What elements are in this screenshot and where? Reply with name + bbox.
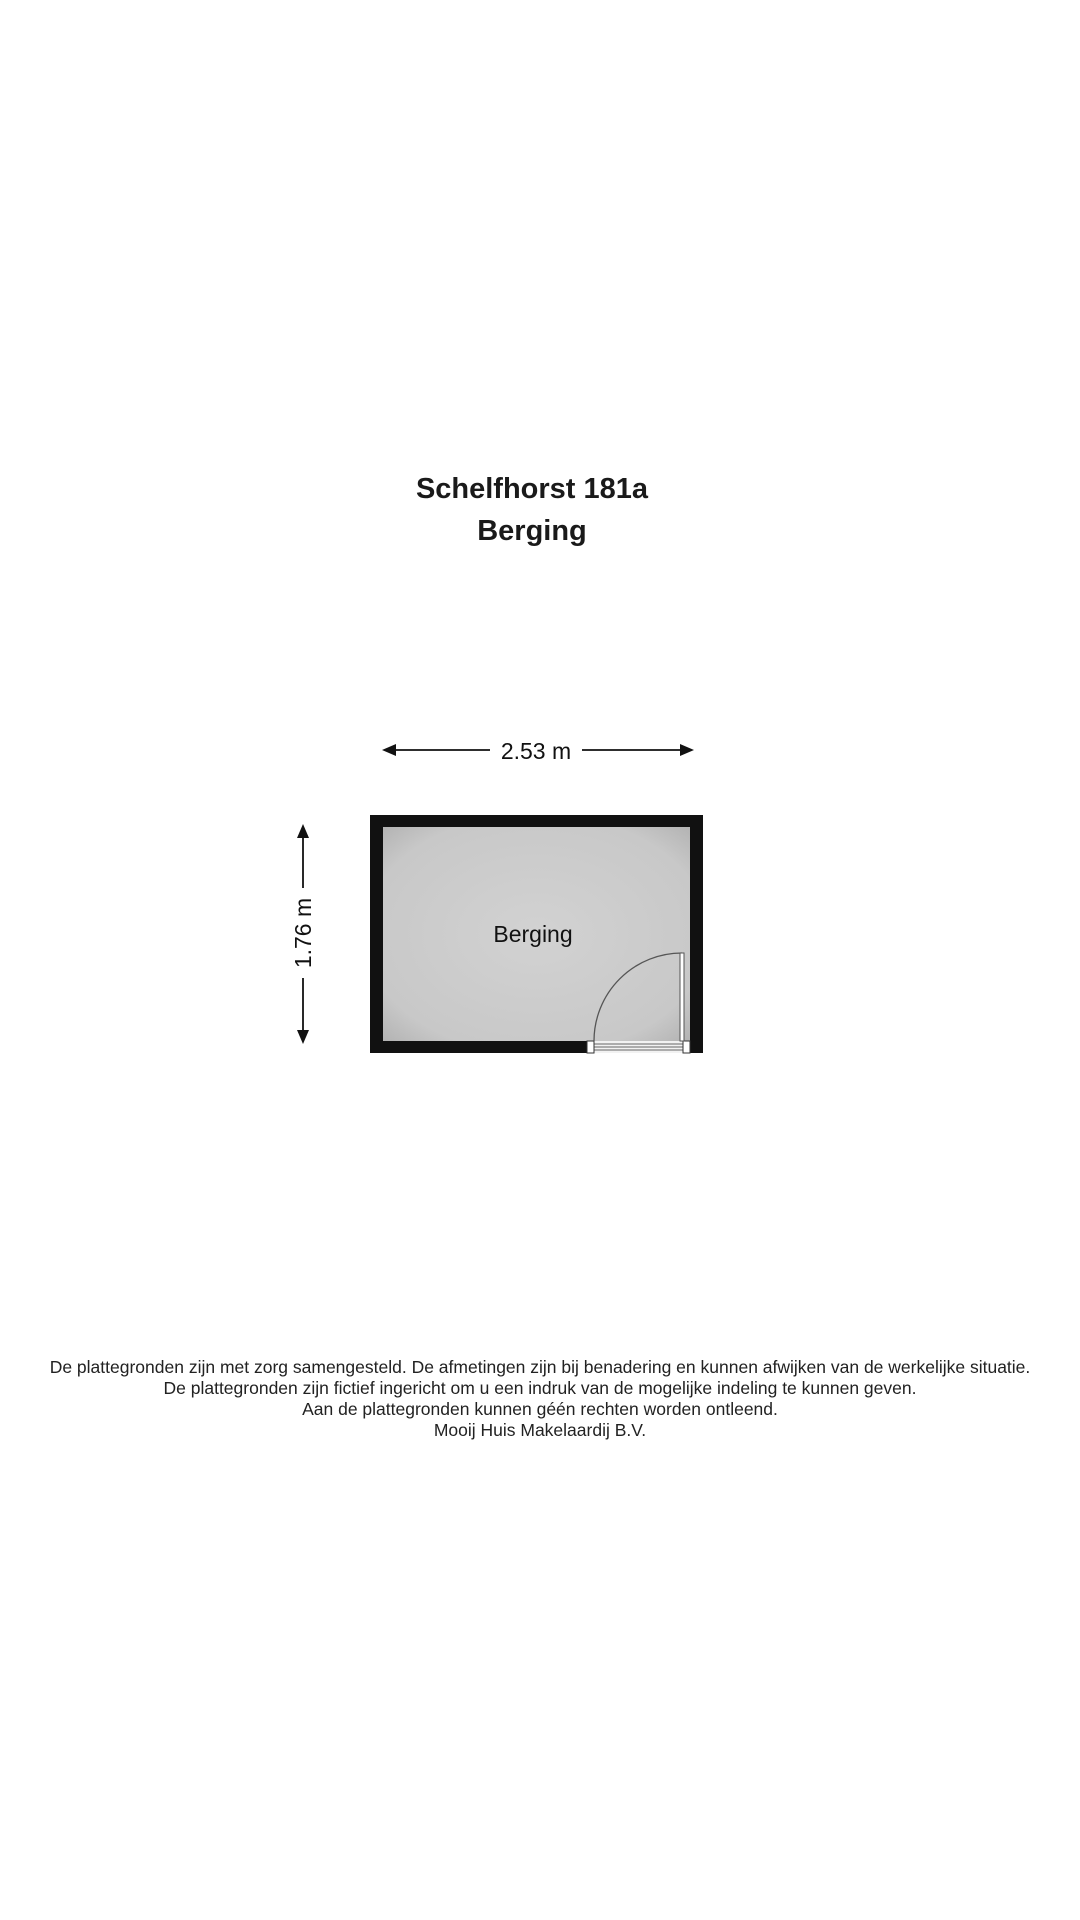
- dimension-arrow-icon: [382, 744, 396, 756]
- room-berging: [370, 815, 703, 1053]
- address-title: Schelfhorst 181a: [415, 473, 649, 505]
- door-post-right: [683, 1041, 690, 1053]
- height-dimension-label: 1.76 m: [290, 897, 316, 969]
- disclaimer-line: Aan de plattegronden kunnen géén rechten worden ontleend.: [302, 1399, 778, 1419]
- room-label: Berging: [493, 921, 573, 947]
- dimension-arrow-icon: [297, 824, 309, 838]
- disclaimer: [0, 1357, 1080, 1441]
- company-name: Mooij Huis Makelaardij B.V.: [433, 1420, 647, 1440]
- floor-title: Berging: [477, 515, 587, 547]
- disclaimer-line: De plattegronden zijn met zorg samengesteld. De afmetingen zijn bij benadering en kunnen afwijken van de werkelijke situatie.: [49, 1357, 1031, 1377]
- dimension-arrow-icon: [297, 1030, 309, 1044]
- dimension-arrow-icon: [680, 744, 694, 756]
- width-dimension-label: 2.53 m: [500, 738, 572, 764]
- disclaimer-line: De plattegronden zijn fictief ingericht om u een indruk van de mogelijke indeling te kunnen geven.: [163, 1378, 917, 1398]
- door-post-left: [587, 1041, 594, 1053]
- width-dimension: [382, 738, 694, 764]
- height-dimension: [290, 824, 316, 1044]
